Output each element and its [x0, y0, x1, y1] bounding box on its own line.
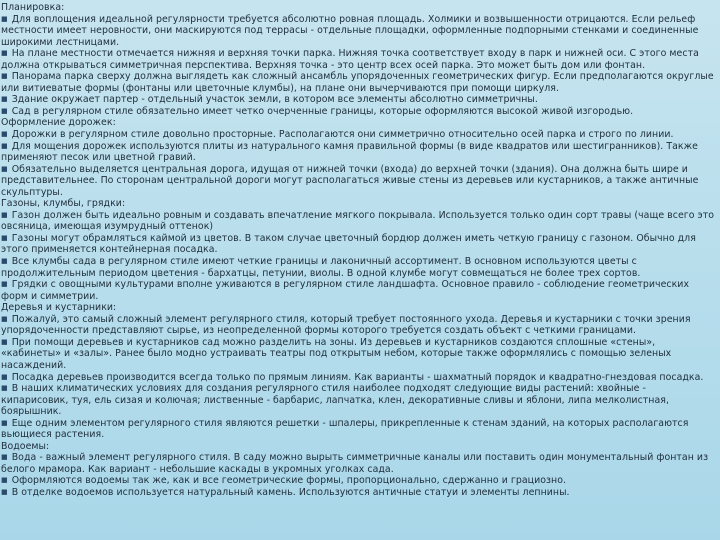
section-heading-lawns: Газоны, клумбы, грядки: — [1, 198, 126, 210]
bullet-icon: ■ — [1, 453, 8, 462]
bullet-icon: ■ — [1, 106, 8, 115]
section-trees — [1, 302, 716, 441]
list-item: ■ Газон должен быть идеально ровным и создавать впечатление мягкого покрывала. Используется только один сорт травы (чаще всего это овсяница, имеющая изумрудный оттенок) — [1, 209, 715, 233]
bullet-icon: ■ — [1, 476, 8, 485]
bullet-icon: ■ — [1, 141, 8, 150]
bullet-icon: ■ — [1, 95, 8, 104]
bullet-icon: ■ — [1, 280, 8, 289]
list-item: ■ Все клумбы сада в регулярном стиле имеют четкие границы и лаконичный ассортимент. В основном используются цветы с продолжительным периодом цветения - бархатцы, петунии, виолы. В одной клумбе могут совмещаться не более трех сортов. — [1, 256, 641, 279]
bullet-icon: ■ — [1, 487, 8, 496]
section-ponds — [1, 441, 716, 499]
list-item: ■ Обязательно выделяется центральная дорога, идущая от нижней точки (входа) до верхней точки (здания). Она должна быть шире и представительнее. По сторонам центральной дороги могут располагаться живые стены из деревьев или кустарников, а также античные скульптуры. — [1, 163, 699, 198]
bullet-icon: ■ — [1, 49, 8, 58]
bullet-icon: ■ — [1, 257, 8, 266]
section-heading-trees: Деревья и кустарники: — [1, 302, 117, 314]
list-item: ■ Дорожки в регулярном стиле довольно просторные. Располагаются они симметрично относительно осей парка и строго по линии. — [1, 129, 674, 141]
list-item: ■ На плане местности отмечается нижняя и верхняя точки парка. Нижняя точка соответствует входу в парк и нижней оси. С этого места должна открываться симметричная перспектива. Верхняя точка - это центр всех осей парка. Это может быть дом или фонтан. — [1, 48, 699, 71]
list-item: ■ Вода - важный элемент регулярного стиля. В саду можно вырыть симметричные каналы или поставить один монументальный фонтан из белого мрамора. Как вариант - небольшие каскады в укромных уголках сада. — [1, 452, 709, 475]
bullet-icon: ■ — [1, 14, 8, 23]
bullet-icon: ■ — [1, 418, 8, 427]
list-item: ■ Газоны могут обрамляться каймой из цветов. В таком случае цветочный бордюр должен иметь четкую границу с газоном. Обычно для этого применяется контейнерная посадка. — [1, 232, 696, 256]
section-heading-ponds: Водоемы: — [1, 440, 50, 452]
bullet-icon: ■ — [1, 384, 8, 393]
list-item: ■ При помощи деревьев и кустарников сад можно разделить на зоны. Из деревьев и кустарников создаются сплошные «стены», «кабинеты» и «залы». Ранее было модно устраивать театры под открытым небом, которые также оформлялись с помощью зеленых насаждений. — [1, 336, 672, 371]
list-item: ■ Оформляются водоемы так же, как и все геометрические формы, пропорционально, сдержанно и грациозно. — [1, 475, 567, 487]
section-heading-layout: Планировка: — [1, 2, 65, 13]
list-item: ■ Пожалуй, это самый сложный элемент регулярного стиля, который требует постоянного ухода. Деревья и кустарники с точки зрения упорядоченности представляют сырье, из неопределенной формы которого требуется создать объект с четкими границами. — [1, 313, 691, 337]
bullet-icon: ■ — [1, 314, 8, 323]
section-paths — [1, 117, 716, 198]
list-item: ■ Посадка деревьев производится всегда только по прямым линиям. Как варианты - шахматный порядок и квадратно-гнездовая посадка. — [1, 371, 704, 383]
list-item: ■ Сад в регулярном стиле обязательно имеет четко очерченные границы, которые оформляются высокой живой изгородью. — [1, 105, 634, 117]
bullet-icon: ■ — [1, 233, 8, 242]
list-item: ■ Еще одним элементом регулярного стиля являются решетки - шпалеры, прикрепленные к стенам зданий, на которых располагаются вьющиеся растения. — [1, 417, 689, 441]
list-item: ■ Панорама парка сверху должна выглядеть как сложный ансамбль упорядоченных геометрических фигур. Если предполагаются округлые или витиеватые формы (фонтаны или цветочные клумбы), на плане они вычерчиваются при помощи циркуля. — [1, 71, 714, 94]
bullet-icon: ■ — [1, 72, 8, 81]
list-item: ■ Здание окружает партер - отдельный участок земли, в котором все элементы абсолютно симметричны. — [1, 94, 538, 106]
list-item: ■ В наших климатических условиях для создания регулярного стиля наиболее подходят следующие виды растений: хвойные - кипарисовик, туя, ель сизая и колючая; лиственные - барбарис, лапчатка, клен, декоративные сливы и яблони, липа мелколистная, боярышник. — [1, 383, 669, 418]
bullet-icon: ■ — [1, 210, 8, 219]
section-lawns — [1, 198, 716, 302]
list-item: ■ Грядки с овощными культурами вполне уживаются в регулярном стиле ландшафта. Основное правило - соблюдение геометрических форм и симметрии. — [1, 279, 690, 302]
bullet-icon: ■ — [1, 130, 8, 139]
bullet-icon: ■ — [1, 337, 8, 346]
list-item: ■ Для воплощения идеальной регулярности требуется абсолютно ровная площадь. Холмики и возвышенности отрицаются. Если рельеф местности имеет неровности, они маскируются под террасы - отдельные площадки, оформленные подпорными стенками и соединенные широкими лестницами. — [1, 13, 699, 48]
list-item: ■ В отделке водоемов используется натуральный камень. Используются античные статуи и элементы лепнины. — [1, 486, 570, 498]
section-layout — [1, 2, 716, 117]
section-heading-paths: Оформление дорожек: — [1, 117, 116, 129]
bullet-icon: ■ — [1, 164, 8, 173]
bullet-icon: ■ — [1, 372, 8, 381]
list-item: ■ Для мощения дорожек используются плиты из натурального камня правильной формы (в виде квадратов или шестигранников). Также применяют песок или цветной гравий. — [1, 140, 698, 164]
